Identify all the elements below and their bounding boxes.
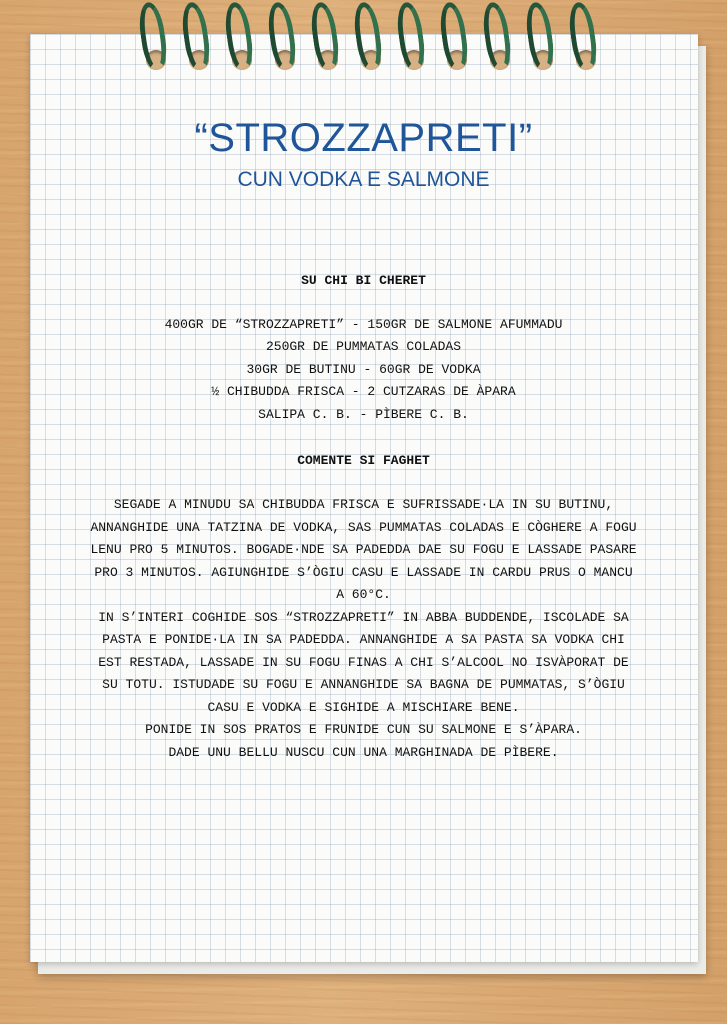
ingredient-line: 30GR DE BUTINU - 60GR DE VODKA (246, 361, 481, 377)
method-line: SU TOTU. ISTUDADE SU FOGU E ANNANGHIDE SA BAGNA DE PUMMATAS, S’ÒGIU (102, 677, 625, 692)
ingredients-list (0, 314, 727, 426)
recipe-subtitle: CUN VODKA E SALMONE (237, 168, 490, 191)
ingredient-line: SALIPA C. B. - PÌBERE C. B. (258, 406, 469, 422)
ingredient-line: 400GR DE “STROZZAPRETI” - 150GR DE SALMONE AFUMMADU (164, 317, 563, 332)
method-line: PONIDE IN SOS PRATOS E FRUNIDE CUN SU SALMONE E S’ÀPARA. (145, 722, 582, 737)
method-line: IN S’INTERI COGHIDE SOS “STROZZAPRETI” IN ABBA BUDDENDE, ISCOLADE SA (98, 609, 629, 625)
method-line: ANNANGHIDE UNA TATZINA DE VODKA, SAS PUMMATAS COLADAS E CÒGHERE A FOGU (90, 519, 637, 535)
method-text (0, 494, 727, 764)
method-line: SEGADE A MINUDU SA CHIBUDDA FRISCA E SUFRISSADE·LA IN SU BUTINU, (113, 497, 614, 512)
method-line: LENU PRO 5 MINUTOS. BOGADE·NDE SA PADEDDA DAE SU FOGU E LASSADE PASARE (90, 542, 637, 557)
ingredient-line: ½ CHIBUDDA FRISCA - 2 CUTZARAS DE ÀPARA (211, 384, 516, 400)
method-line: A 60°C. (336, 587, 391, 602)
method-heading: COMENTE SI FAGHET (297, 453, 430, 468)
ingredient-line: 250GR DE PUMMATAS COLADAS (265, 339, 462, 355)
method-line: CASU E VODKA E SIGHIDE A MISCHIARE BENE. (207, 699, 520, 715)
ingredients-heading: SU CHI BI CHERET (301, 273, 426, 288)
method-line: EST RESTADA, LASSADE IN SU FOGU FINAS A CHI S’ALCOOL NO ISVÀPORAT DE (98, 654, 629, 670)
method-line: DADE UNU BELLU NUSCU CUN UNA MARGHINADA DE PÌBERE. (168, 744, 559, 760)
method-line: PRO 3 MINUTOS. AGIUNGHIDE S’ÒGIU CASU E LASSADE IN CARDU PRUS O MANCU (94, 564, 633, 580)
method-line: PASTA E PONIDE·LA IN SA PADEDDA. ANNANGHIDE A SA PASTA SA VODKA CHI (102, 632, 625, 647)
recipe-title: “STROZZAPRETI” (194, 116, 533, 160)
